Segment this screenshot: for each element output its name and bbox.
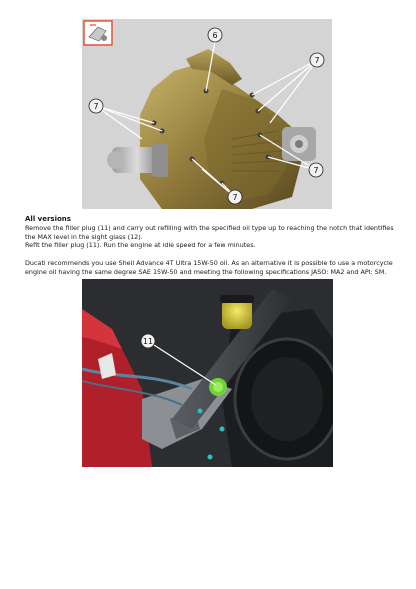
- right-component: [282, 127, 316, 161]
- callout-7-right: [309, 163, 323, 177]
- inset-icon: [84, 21, 112, 45]
- instruction-paragraph-refill: [25, 224, 397, 242]
- engine-figure: [82, 19, 332, 209]
- p3-line1: Ducati recommends you use Shell Advance 4T Ultra 15W-50 oil. As an alternative it is possible to use a motorcycle: [25, 259, 393, 267]
- filler-plug: [209, 378, 227, 396]
- callout-7-left: [89, 99, 103, 113]
- reservoir: [220, 295, 254, 329]
- callout-7-bottom: [228, 190, 242, 204]
- svg-text:7: 7: [314, 56, 320, 65]
- svg-text:7: 7: [313, 166, 319, 175]
- filler-plug-figure: [82, 279, 333, 467]
- svg-text:11: 11: [142, 337, 154, 346]
- filler-plug-illustration: [82, 279, 333, 467]
- p1-line2: the MAX level in the sight glass (12).: [25, 233, 143, 241]
- callout-11: [141, 334, 155, 348]
- engine-illustration: [82, 19, 332, 209]
- svg-text:7: 7: [93, 102, 99, 111]
- callout-6: [208, 28, 222, 42]
- section-heading: All versions: [25, 215, 71, 223]
- p1-line1: Remove the filler plug (11) and carry out refilling with the specified oil type up to reaching the notch that identifies: [25, 224, 394, 232]
- svg-text:6: 6: [212, 31, 218, 40]
- svg-text:7: 7: [232, 193, 238, 202]
- oil-recommendation-paragraph: [25, 259, 397, 277]
- callout-7-top-right: [310, 53, 324, 67]
- instruction-paragraph-refit: Refit the filler plug (11). Run the engine at idle speed for a few minutes.: [25, 241, 256, 249]
- p3-line2: engine oil having the same degree SAE 15W-50 and meeting the following specifications JASO: MA2 and API: SM.: [25, 268, 387, 276]
- starter-motor: [107, 143, 168, 177]
